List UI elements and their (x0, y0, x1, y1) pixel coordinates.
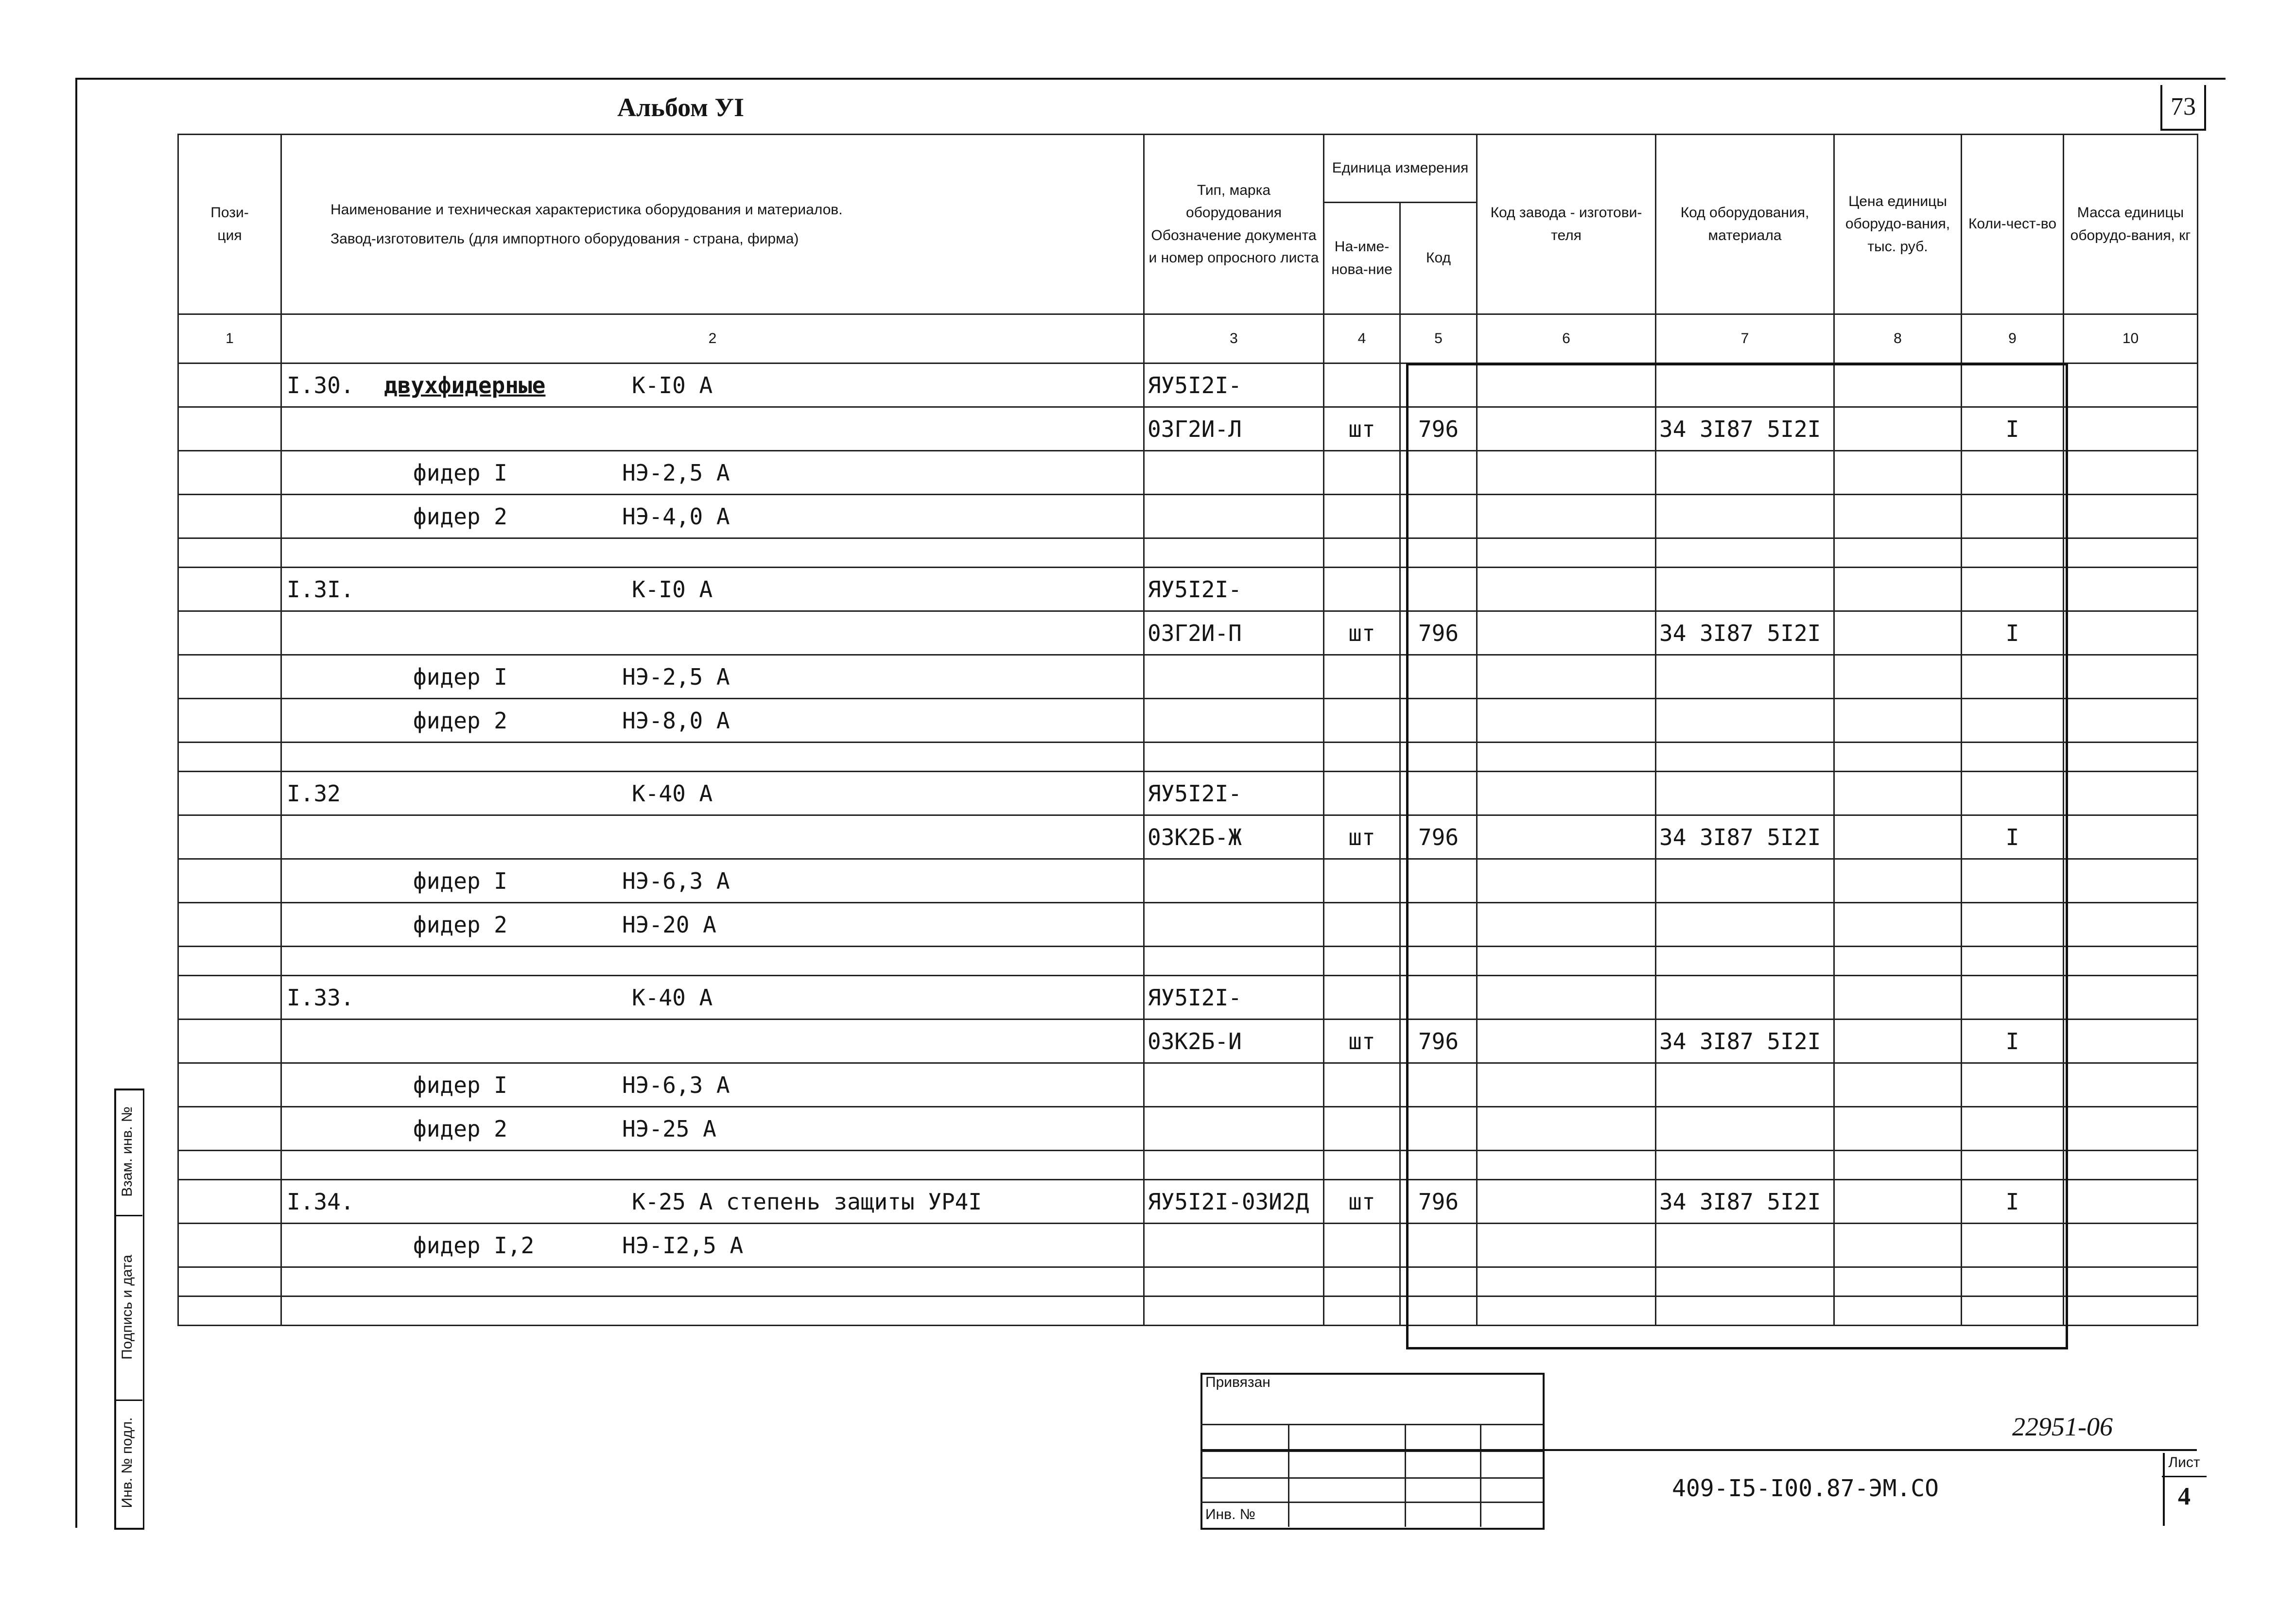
item-position: I.30. (287, 372, 354, 398)
cell-mark: ЯУ5I2I- (1144, 976, 1324, 1019)
item-name: фидер 2 (413, 707, 507, 734)
empty-cell (1144, 947, 1324, 976)
col-num: 4 (1324, 314, 1400, 363)
page-number: 73 (2160, 85, 2206, 131)
cell-unit (1324, 699, 1400, 743)
item-name: фидер I (413, 1071, 507, 1098)
item-spec: НЭ-2,5 А (622, 459, 730, 486)
empty-cell (1144, 1267, 1324, 1296)
document-number: 409-I5-I00.87-ЭМ.СО (1672, 1475, 1939, 1502)
cell-qty: I (1962, 407, 2064, 451)
cell-name (281, 407, 1144, 451)
header-unit-name: На-име-нова-ние (1324, 203, 1400, 314)
stamp-inv-no: Инв. № (1205, 1506, 1255, 1522)
empty-cell (1144, 538, 1324, 568)
cell-position-margin (178, 815, 281, 859)
cell-code: 796 (1400, 611, 1477, 655)
cell-name (281, 1019, 1144, 1063)
side-inv-orig: Инв. № подл. (119, 1417, 135, 1508)
cell-name (281, 772, 1144, 815)
side-divider (114, 1215, 142, 1216)
cell-mark (1144, 903, 1324, 947)
cell-unit (1324, 568, 1400, 611)
cell-mark (1144, 699, 1324, 743)
header-type-mark: Тип, марка оборудования Обозначение документа и номер опросного листа (1144, 135, 1324, 314)
cell-name (281, 1107, 1144, 1151)
cell-material: 34 3I87 5I2I (1656, 611, 1834, 655)
header-price: Цена единицы оборудо-вания, тыс. руб. (1834, 135, 1962, 314)
stamp-line (1405, 1424, 1406, 1527)
col-num: 9 (1962, 314, 2064, 363)
cell-mass (2064, 407, 2198, 451)
cell-mass (2064, 1224, 2198, 1267)
empty-cell (281, 947, 1144, 976)
cell-mass (2064, 363, 2198, 407)
item-spec: К-I0 А (632, 576, 713, 603)
item-spec: К-40 А (632, 780, 713, 807)
item-spec: К-I0 А (632, 372, 713, 398)
empty-cell (178, 1151, 281, 1180)
cell-position-margin (178, 699, 281, 743)
item-name: фидер I (413, 867, 507, 894)
header-name-line2: Завод-изготовитель (для импортного оборудования - страна, фирма) (330, 230, 799, 247)
empty-cell (2064, 1151, 2198, 1180)
item-name: двухфидерные (384, 372, 546, 398)
cell-name (281, 1180, 1144, 1224)
cell-position-margin (178, 1180, 281, 1224)
title-block-line (1200, 1449, 2197, 1451)
cell-code: 796 (1400, 815, 1477, 859)
cell-unit: шт (1324, 407, 1400, 451)
cell-mark: ЯУ5I2I- (1144, 772, 1324, 815)
item-spec: НЭ-8,0 А (622, 707, 730, 734)
cell-name (281, 699, 1144, 743)
cell-name (281, 815, 1144, 859)
cell-name (281, 363, 1144, 407)
cell-mark: 03Г2И-Л (1144, 407, 1324, 451)
cell-mass (2064, 568, 2198, 611)
cell-material: 34 3I87 5I2I (1656, 1019, 1834, 1063)
item-spec: НЭ-4,0 А (622, 503, 730, 530)
item-position: I.32 (287, 780, 341, 807)
cell-position-margin (178, 495, 281, 538)
item-name: фидер 2 (413, 1115, 507, 1142)
item-spec: НЭ-6,3 А (622, 1071, 730, 1098)
empty-cell (1324, 1267, 1400, 1296)
stamp-line (1200, 1477, 1543, 1479)
cell-position-margin (178, 1019, 281, 1063)
cell-material: 34 3I87 5I2I (1656, 407, 1834, 451)
item-name: фидер I (413, 459, 507, 486)
empty-cell (178, 1267, 281, 1296)
cell-position-margin (178, 1107, 281, 1151)
item-name: фидер I (413, 663, 507, 690)
cell-position-margin (178, 407, 281, 451)
cell-position-margin (178, 363, 281, 407)
item-spec: НЭ-20 А (622, 911, 716, 938)
cell-qty: I (1962, 1180, 2064, 1224)
album-title: Альбом УI (617, 93, 745, 122)
cell-position-margin (178, 976, 281, 1019)
cell-unit (1324, 976, 1400, 1019)
cell-position-margin (178, 451, 281, 495)
item-position: I.3I. (287, 576, 354, 603)
cell-name (281, 976, 1144, 1019)
cell-code: 796 (1400, 1180, 1477, 1224)
cell-mark: 03Г2И-П (1144, 611, 1324, 655)
cell-unit (1324, 363, 1400, 407)
inventory-mark: 22951-06 (2012, 1412, 2113, 1441)
cell-qty: I (1962, 815, 2064, 859)
column-numbers-row (178, 314, 2198, 363)
col-num: 10 (2064, 314, 2198, 363)
cell-position-margin (178, 1224, 281, 1267)
item-name: фидер 2 (413, 503, 507, 530)
empty-cell (2064, 947, 2198, 976)
cell-mass (2064, 611, 2198, 655)
stamp-line (1200, 1502, 1543, 1503)
cell-mass (2064, 772, 2198, 815)
cell-mark (1144, 495, 1324, 538)
empty-cell (281, 743, 1144, 772)
cell-mark: ЯУ5I2I- (1144, 568, 1324, 611)
cell-name (281, 1063, 1144, 1107)
item-spec: НЭ-6,3 А (622, 867, 730, 894)
header-name-line1: Наименование и техническая характеристика оборудования и материалов. (330, 201, 843, 218)
empty-cell (1324, 743, 1400, 772)
item-name: фидер I,2 (413, 1232, 535, 1259)
cell-position-margin (178, 859, 281, 903)
header-position: Пози- ция (178, 135, 281, 314)
empty-cell (178, 743, 281, 772)
cell-mark (1144, 859, 1324, 903)
col-num: 3 (1144, 314, 1324, 363)
cell-unit (1324, 1107, 1400, 1151)
cell-mark: 03К2Б-И (1144, 1019, 1324, 1063)
header-quantity: Коли-чест-во (1962, 135, 2064, 314)
item-name: фидер 2 (413, 911, 507, 938)
stamp-line (1288, 1424, 1289, 1527)
cell-mark (1144, 655, 1324, 699)
empty-cell (1324, 538, 1400, 568)
col-num: 5 (1400, 314, 1477, 363)
cell-mark: ЯУ5I2I- (1144, 363, 1324, 407)
item-spec: НЭ-25 А (622, 1115, 716, 1142)
cell-mass (2064, 699, 2198, 743)
empty-cell (178, 1296, 281, 1326)
empty-cell (178, 538, 281, 568)
cell-mass (2064, 859, 2198, 903)
empty-cell (281, 538, 1144, 568)
cell-unit (1324, 655, 1400, 699)
empty-cell (1324, 947, 1400, 976)
cell-unit (1324, 495, 1400, 538)
cell-unit (1324, 1063, 1400, 1107)
cell-position-margin (178, 903, 281, 947)
empty-cell (2064, 1267, 2198, 1296)
stamp-linked: Привязан (1205, 1374, 1270, 1390)
cell-name (281, 655, 1144, 699)
cell-mark (1144, 1224, 1324, 1267)
cell-unit (1324, 451, 1400, 495)
cell-mass (2064, 903, 2198, 947)
empty-cell (178, 947, 281, 976)
item-spec: К-40 А (632, 984, 713, 1011)
item-spec: К-25 А степень защиты УР4I (632, 1188, 982, 1215)
stamp-line (1200, 1424, 1543, 1425)
cell-name (281, 495, 1144, 538)
empty-cell (281, 1267, 1144, 1296)
cell-mark (1144, 1107, 1324, 1151)
col-num: 8 (1834, 314, 1962, 363)
cell-mass (2064, 1180, 2198, 1224)
cell-mass (2064, 495, 2198, 538)
header-name (281, 135, 1144, 314)
col-num: 7 (1656, 314, 1834, 363)
highlight-frame (1406, 363, 2068, 1349)
cell-mark (1144, 1063, 1324, 1107)
empty-cell (2064, 1296, 2198, 1326)
empty-cell (1144, 1151, 1324, 1180)
item-position: I.34. (287, 1188, 354, 1215)
header-material-code: Код оборудования, материала (1656, 135, 1834, 314)
cell-position-margin (178, 611, 281, 655)
cell-mass (2064, 1019, 2198, 1063)
cell-mass (2064, 451, 2198, 495)
empty-cell (1144, 1296, 1324, 1326)
cell-name (281, 568, 1144, 611)
cell-code: 796 (1400, 1019, 1477, 1063)
col-num: 1 (178, 314, 281, 363)
empty-cell (281, 1151, 1144, 1180)
stamp-line (1480, 1424, 1481, 1527)
cell-qty: I (1962, 611, 2064, 655)
cell-unit (1324, 1224, 1400, 1267)
cell-material: 34 3I87 5I2I (1656, 1180, 1834, 1224)
side-sign-date: Подпись и дата (119, 1255, 135, 1360)
cell-mass (2064, 976, 2198, 1019)
col-num: 6 (1477, 314, 1656, 363)
cell-mass (2064, 655, 2198, 699)
cell-mark: 03К2Б-Ж (1144, 815, 1324, 859)
cell-position-margin (178, 655, 281, 699)
empty-cell (2064, 743, 2198, 772)
cell-code: 796 (1400, 407, 1477, 451)
cell-position-margin (178, 1063, 281, 1107)
cell-material: 34 3I87 5I2I (1656, 815, 1834, 859)
col-num: 2 (281, 314, 1144, 363)
side-ref-inv: Взам. инв. № (119, 1106, 135, 1197)
cell-name (281, 859, 1144, 903)
cell-name (281, 451, 1144, 495)
header-unit-code: Код (1400, 203, 1477, 314)
cell-name (281, 611, 1144, 655)
cell-unit: шт (1324, 815, 1400, 859)
header-factory-code: Код завода - изготови-теля (1477, 135, 1656, 314)
item-spec: НЭ-2,5 А (622, 663, 730, 690)
cell-qty: I (1962, 1019, 2064, 1063)
cell-mass (2064, 1107, 2198, 1151)
cell-position-margin (178, 772, 281, 815)
empty-cell (1144, 743, 1324, 772)
cell-unit (1324, 772, 1400, 815)
cell-mark: ЯУ5I2I-03И2Д (1144, 1180, 1324, 1224)
item-position: I.33. (287, 984, 354, 1011)
empty-cell (281, 1296, 1144, 1326)
empty-cell (2064, 538, 2198, 568)
sheet-number: 4 (2178, 1483, 2191, 1510)
cell-name (281, 903, 1144, 947)
sheet-label: Лист (2162, 1454, 2207, 1477)
cell-name (281, 1224, 1144, 1267)
cell-unit (1324, 859, 1400, 903)
cell-mark (1144, 451, 1324, 495)
cell-unit (1324, 903, 1400, 947)
cell-unit: шт (1324, 611, 1400, 655)
empty-cell (1324, 1296, 1400, 1326)
cell-mass (2064, 1063, 2198, 1107)
cell-unit: шт (1324, 1180, 1400, 1224)
cell-position-margin (178, 568, 281, 611)
empty-cell (1324, 1151, 1400, 1180)
cell-mass (2064, 815, 2198, 859)
item-spec: НЭ-I2,5 А (622, 1232, 744, 1259)
cell-unit: шт (1324, 1019, 1400, 1063)
side-divider (114, 1400, 142, 1401)
header-mass: Масса единицы оборудо-вания, кг (2064, 135, 2198, 314)
header-unit-group: Единица измерения (1324, 135, 1477, 203)
